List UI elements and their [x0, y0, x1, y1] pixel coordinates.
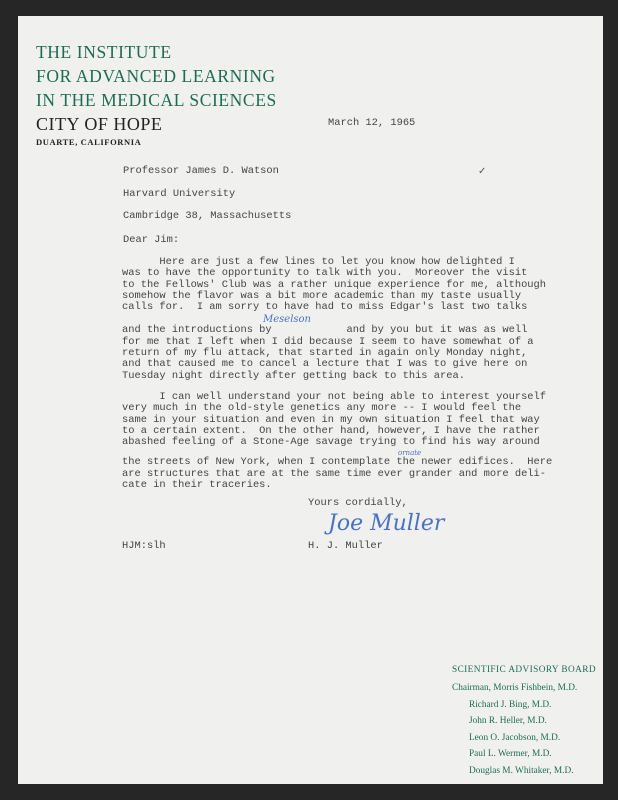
text-line: are structures that are at the same time ever grander and more deli-: [122, 467, 547, 480]
signer-name: H. J. Muller: [308, 540, 383, 552]
board-member: Leon O. Jacobson, M.D.: [469, 733, 561, 743]
text-line: for me that I left when I did because I seem to have somewhat of a: [122, 335, 534, 348]
text-line: and that caused me to cancel a lecture that I was to give here on: [122, 358, 528, 371]
board-member: Richard J. Bing, M.D.: [469, 700, 552, 710]
typist-initials: HJM:slh: [122, 540, 166, 552]
signature: Joe Muller: [328, 511, 445, 536]
recipient-line: Harvard University: [123, 187, 236, 200]
letterhead-org: CITY OF HOPE: [36, 114, 163, 134]
letterhead-line: THE INSTITUTE: [36, 42, 172, 62]
text-line: was to have the opportunity to talk with you. Moreover the visit: [122, 267, 528, 280]
board-member: Paul L. Wermer, M.D.: [469, 749, 552, 759]
board-member: Douglas M. Whitaker, M.D.: [469, 766, 574, 776]
board-member: John R. Heller, M.D.: [469, 716, 547, 726]
text-line: somehow the flavor was a bit more academic than my taste usually: [122, 289, 522, 302]
text-line: to a certain extent. On the other hand, however, I have the rather: [122, 424, 540, 437]
text-line: I can well understand your not being able to interest yourself: [122, 391, 547, 403]
recipient-address: [123, 155, 291, 234]
letterhead-location: DUARTE, CALIFORNIA: [36, 137, 142, 147]
letter-date: March 12, 1965: [328, 117, 416, 129]
text-line: Here are just a few lines to let you know how delighted I: [122, 256, 515, 268]
text-line: abashed feeling of a Stone-Age savage trying to find his way around: [122, 436, 540, 449]
closing: Yours cordially,: [308, 497, 408, 509]
checkmark: ✓: [478, 166, 487, 177]
text-line: very much in the old-style genetics any more -- I would feel the: [122, 402, 522, 415]
text-line: the streets of New York, when I contemplate the newer edifices. Here: [122, 456, 553, 469]
advisory-board-title: SCIENTIFIC ADVISORY BOARD: [452, 665, 596, 675]
handwritten-insert: Meselson: [263, 313, 311, 325]
letterhead-line: FOR ADVANCED LEARNING: [36, 66, 276, 86]
text-line: calls for. I am sorry to have had to miss Edgar's last two talks: [122, 301, 528, 314]
paragraph-1: [122, 257, 546, 382]
board-member: Chairman, Morris Fishbein, M.D.: [452, 683, 578, 693]
text-line: same in your situation and even in my own situation I feel that way: [122, 413, 540, 426]
text-line: cate in their traceries.: [122, 479, 272, 492]
recipient-line: Professor James D. Watson: [123, 165, 279, 178]
text-line: and the introductions by and by you but it was as well: [122, 324, 528, 337]
paragraph-2: [122, 392, 552, 491]
handwritten-insert: ornate: [398, 448, 422, 457]
recipient-line: Cambridge 38, Massachusetts: [123, 210, 292, 223]
salutation: Dear Jim:: [123, 234, 180, 246]
text-line: to the Fellows' Club was a rather unique experience for me, although: [122, 278, 547, 291]
text-line: return of my flu attack, that started in again only Monday night,: [122, 347, 528, 360]
letterhead-line: IN THE MEDICAL SCIENCES: [36, 90, 277, 110]
text-line: Tuesday night directly after getting back to this area.: [122, 369, 465, 382]
